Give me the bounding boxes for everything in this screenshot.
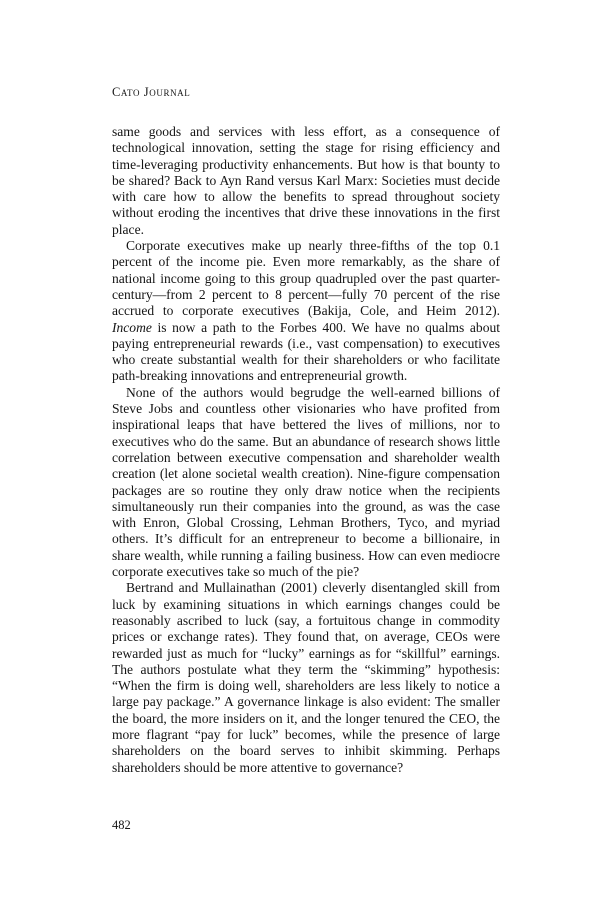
article-body bbox=[112, 124, 500, 776]
paragraph-2-part-2: is now a path to the Forbes 400. We have no qualms about paying entrepreneurial rewards (i.e., vast compensation) to executives who create substantial wealth for their shareholders or who facilitate path-breaking innovations and entrepreneurial growth. bbox=[112, 319, 500, 384]
running-header: Cato Journal bbox=[112, 85, 191, 99]
page-number: 482 bbox=[112, 818, 131, 832]
paragraph-2 bbox=[112, 238, 500, 385]
paragraph-4: Bertrand and Mullainathan (2001) cleverly disentangled skill from luck by examining situations in which earnings changes could be reasonably ascribed to luck (say, a fortuitous change in commodity prices or exchange rates). They found that, on average, CEOs were rewarded just as much for “lucky” earnings as for “skillful” earnings. The authors postulate what they term the “skimming” hypothesis: “When the firm is doing well, shareholders are less likely to notice a large pay package.” A governance linkage is also evident: The smaller the board, the more insiders on it, and the longer tenured the CEO, the more flagrant “pay for luck” becomes, while the presence of large shareholders on the board serves to inhibit skimming. Perhaps shareholders should be more attentive to governance? bbox=[112, 580, 500, 775]
emphasized-word-income: Income bbox=[112, 319, 152, 335]
paragraph-2-part-1: Corporate executives make up nearly three-fifths of the top 0.1 percent of the income pie. Even more remarkably, as the share of national income going to this group quadrupled over the past quarter-century—from 2 percent to 8 percent—fully 70 percent of the rise accrued to corporate executives (Bakija, Cole, and Heim 2012). bbox=[112, 238, 500, 319]
journal-page bbox=[112, 84, 500, 776]
paragraph-1: same goods and services with less effort, as a consequence of technological innovation, setting the stage for rising efficiency and time-leveraging productivity enhancements. But how is that bounty to be shared? Back to Ayn Rand versus Karl Marx: Societies must decide with care how to allow the benefits to spread throughout society without eroding the incentives that drive these innovations in the first place. bbox=[112, 124, 500, 237]
paragraph-3: None of the authors would begrudge the well-earned billions of Steve Jobs and countless other visionaries who have profited from inspirational leaps that have bettered the lives of millions, nor to executives who do the same. But an abundance of research shows little correlation between executive compensation and shareholder wealth creation (let alone societal wealth creation). Nine-figure compensation packages are so routine they only draw notice when the recipients simultaneously run their companies into the ground, as was the case with Enron, Global Crossing, Lehman Brothers, Tyco, and myriad others. It’s difficult for an entrepreneur to become a billionaire, in share wealth, while running a failing business. How can even mediocre corporate executives take so much of the pie? bbox=[112, 384, 500, 580]
